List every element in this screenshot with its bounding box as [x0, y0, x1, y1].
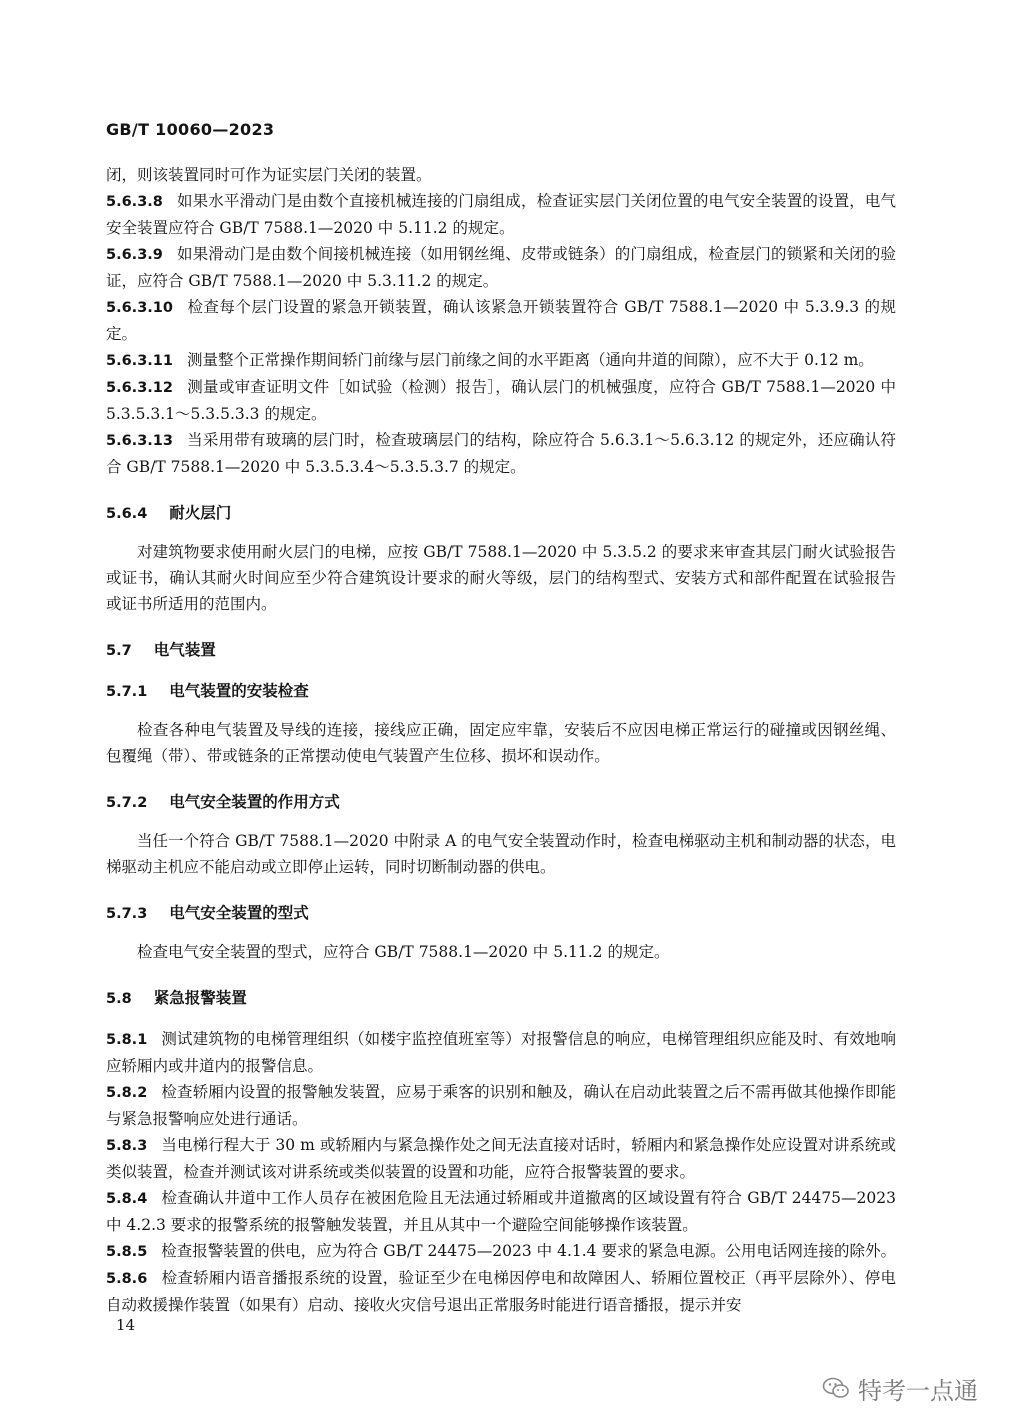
section-title: 紧急报警装置	[153, 989, 247, 1007]
continuation-paragraph: 闭，则该装置同时可作为证实层门关闭的装置。	[106, 166, 432, 184]
clause-5-8-6	[106, 1265, 896, 1318]
clause-text: 检查轿厢内语音播报系统的设置，验证至少在电梯因停电和故障困人、轿厢位置校正（再平层除外）、停电自动救援操作装置（如果有）启动、接收火灾信号退出正常服务时能进行语音播报，提示并安	[106, 1269, 896, 1314]
clause-text: 当采用带有玻璃的层门时，检查玻璃层门的结构，除应符合 5.6.3.1～5.6.3.12 的规定外，还应确认符合 GB/T 7588.1—2020 中 5.3.5.3.4～5.3.5.3.7 的规定。	[106, 431, 896, 476]
clause-number: 5.6.3.9	[106, 247, 163, 263]
section-heading-5-7	[106, 637, 896, 664]
clause-number: 5.8.3	[106, 1138, 148, 1154]
section-title: 耐火层门	[169, 504, 232, 522]
clause-text: 检查报警装置的供电，应为符合 GB/T 24475—2023 中 4.1.4 要求的紧急电源。公用电话网连接的除外。	[161, 1242, 896, 1260]
section-body-5-7-2: 当任一个符合 GB/T 7588.1—2020 中附录 A 的电气安全装置动作时，检查电梯驱动主机和制动器的状态，电梯驱动主机应不能启动或立即停止运转，同时切断制动器的供电。	[106, 832, 896, 876]
standard-number-header: GB/T 10060—2023	[106, 120, 275, 139]
clause-number: 5.6.3.11	[106, 353, 173, 369]
clause-text: 检查轿厢内设置的报警触发装置，应易于乘客的识别和触及，确认在启动此装置之后不需再做其他操作即能与紧急报警响应处进行通话。	[106, 1083, 896, 1128]
section-heading-5-7-1	[106, 678, 896, 705]
clause-5-6-3-13	[106, 427, 896, 480]
clause-number: 5.8.2	[106, 1085, 148, 1101]
section-number: 5.7.3	[106, 906, 148, 922]
section-number: 5.7.1	[106, 684, 148, 700]
section-number: 5.7.2	[106, 795, 148, 811]
clause-5-8-3	[106, 1132, 896, 1185]
clause-number: 5.6.3.8	[106, 194, 163, 210]
page-content	[106, 162, 896, 1318]
section-body-5-7-1: 检查各种电气装置及导线的连接，接线应正确，固定应牢靠，安装后不应因电梯正常运行的碰撞或因钢丝绳、包覆绳（带）、带或链条的正常摆动使电气装置产生位移、损坏和误动作。	[106, 721, 896, 765]
section-number: 5.7	[106, 643, 132, 659]
section-number: 5.6.4	[106, 506, 148, 522]
clause-number: 5.6.3.10	[106, 300, 173, 316]
clause-5-6-3-12	[106, 374, 896, 427]
clause-text: 如果水平滑动门是由数个直接机械连接的门扇组成，检查证实层门关闭位置的电气安全装置的设置，电气安全装置应符合 GB/T 7588.1—2020 中 5.11.2 的规定。	[106, 192, 896, 237]
clause-text: 当电梯行程大于 30 m 或轿厢内与紧急操作处之间无法直接对话时，轿厢内和紧急操作处应设置对讲系统或类似装置，检查并测试该对讲系统或类似装置的设置和功能，应符合报警装置的要求。	[106, 1136, 896, 1181]
section-heading-5-6-4	[106, 500, 896, 527]
clause-5-8-4	[106, 1185, 896, 1238]
page-number: 14	[116, 1316, 136, 1334]
clause-text: 测试建筑物的电梯管理组织（如楼宇监控值班室等）对报警信息的响应，电梯管理组织应能及时、有效地响应轿厢内或井道内的报警信息。	[106, 1030, 896, 1075]
clause-text: 测量或审查证明文件［如试验（检测）报告］，确认层门的机械强度，应符合 GB/T 7588.1—2020 中 5.3.5.3.1～5.3.5.3.3 的规定。	[106, 378, 896, 423]
clause-text: 如果滑动门是由数个间接机械连接（如用钢丝绳、皮带或链条）的门扇组成，检查层门的锁紧和关闭的验证，应符合 GB/T 7588.1—2020 中 5.3.11.2 的规定。	[106, 245, 896, 290]
section-body-5-6-4: 对建筑物要求使用耐火层门的电梯，应按 GB/T 7588.1—2020 中 5.3.5.2 的要求来审查其层门耐火试验报告或证书，确认其耐火时间应至少符合建筑设计要求的耐火等级，层门的结构型式、安装方式和部件配置在试验报告或证书所适用的范围内。	[106, 543, 896, 613]
section-title: 电气装置的安装检查	[169, 682, 309, 700]
clause-text: 检查每个层门设置的紧急开锁装置，确认该紧急开锁装置符合 GB/T 7588.1—2020 中 5.3.9.3 的规定。	[106, 298, 896, 343]
section-number: 5.8	[106, 991, 132, 1007]
clause-number: 5.6.3.12	[106, 380, 173, 396]
clause-number: 5.8.4	[106, 1191, 148, 1207]
clause-text: 检查确认井道中工作人员存在被困危险且无法通过轿厢或井道撤离的区域设置有符合 GB/T 24475—2023 中 4.2.3 要求的报警系统的报警触发装置，并且从其中一个避险空间能够操作该装置。	[106, 1189, 896, 1234]
section-title: 电气安全装置的型式	[169, 904, 309, 922]
clause-text: 测量整个正常操作期间轿门前缘与层门前缘之间的水平距离（通向井道的间隙），应不大于 0.12 m。	[186, 351, 874, 369]
section-title: 电气装置	[153, 641, 216, 659]
clause-number: 5.8.1	[106, 1032, 148, 1048]
wechat-watermark	[822, 1372, 978, 1404]
clause-number: 5.6.3.13	[106, 433, 173, 449]
clause-5-8-5	[106, 1238, 896, 1265]
section-heading-5-8	[106, 985, 896, 1012]
wechat-icon	[822, 1376, 850, 1400]
clause-5-6-3-10	[106, 294, 896, 347]
clause-5-6-3-8	[106, 188, 896, 241]
section-body-5-7-3: 检查电气安全装置的型式，应符合 GB/T 7588.1—2020 中 5.11.2 的规定。	[137, 943, 670, 961]
watermark-text: 特考一点通	[858, 1376, 978, 1405]
section-heading-5-7-3	[106, 900, 896, 927]
clause-number: 5.8.6	[106, 1271, 148, 1287]
section-heading-5-7-2	[106, 789, 896, 816]
section-title: 电气安全装置的作用方式	[169, 793, 340, 811]
clause-5-6-3-9	[106, 241, 896, 294]
clause-number: 5.8.5	[106, 1244, 148, 1260]
clause-5-8-1	[106, 1026, 896, 1079]
clause-5-6-3-11	[106, 347, 896, 374]
clause-5-8-2	[106, 1079, 896, 1132]
